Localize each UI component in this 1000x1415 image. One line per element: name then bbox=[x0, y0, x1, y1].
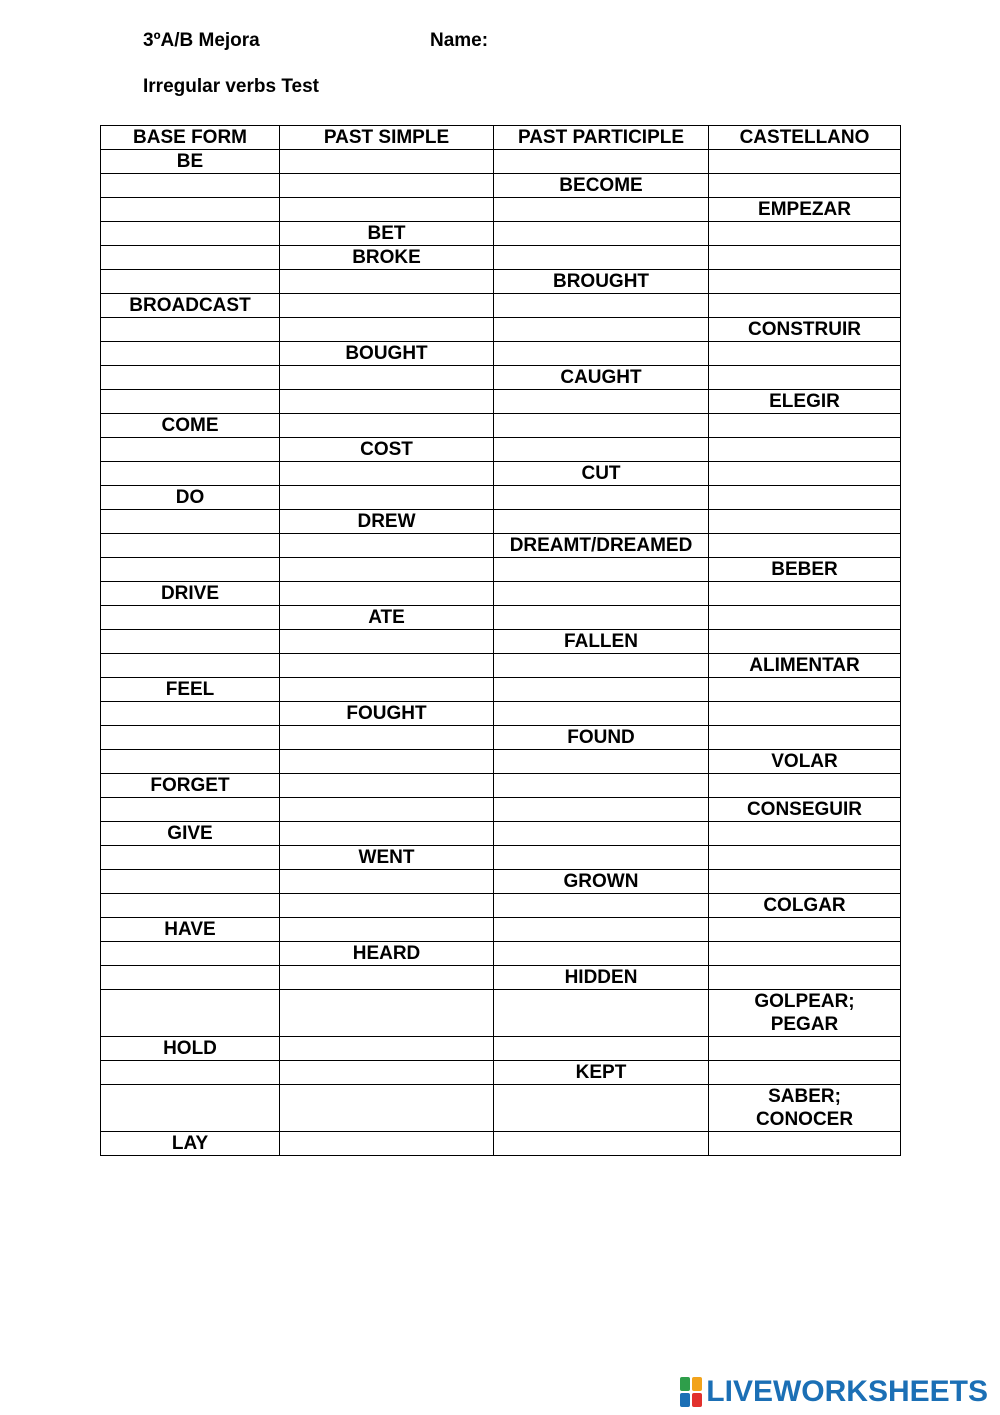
answer-cell-past-simple[interactable] bbox=[280, 774, 494, 798]
answer-cell-past-participle[interactable] bbox=[494, 414, 709, 438]
answer-cell-past-simple[interactable] bbox=[280, 558, 494, 582]
given-cell-past-participle: CUT bbox=[494, 462, 709, 486]
answer-cell-past-simple[interactable] bbox=[280, 366, 494, 390]
answer-cell-past-simple[interactable] bbox=[280, 390, 494, 414]
answer-cell-past-simple[interactable] bbox=[280, 462, 494, 486]
answer-cell-past-simple[interactable] bbox=[280, 1085, 494, 1132]
given-cell-castellano: CONSEGUIR bbox=[709, 798, 901, 822]
given-cell-past-simple: ATE bbox=[280, 606, 494, 630]
answer-cell-past-simple[interactable] bbox=[280, 534, 494, 558]
answer-cell-castellano[interactable] bbox=[709, 1132, 901, 1156]
answer-cell-past-simple[interactable] bbox=[280, 1061, 494, 1085]
answer-cell-base-form[interactable] bbox=[101, 966, 280, 990]
answer-cell-past-participle[interactable] bbox=[494, 654, 709, 678]
given-cell-past-participle: BROUGHT bbox=[494, 270, 709, 294]
answer-cell-past-simple[interactable] bbox=[280, 150, 494, 174]
answer-cell-base-form[interactable] bbox=[101, 750, 280, 774]
answer-cell-past-participle[interactable] bbox=[494, 918, 709, 942]
answer-cell-past-participle[interactable] bbox=[494, 822, 709, 846]
given-cell-castellano: ELEGIR bbox=[709, 390, 901, 414]
table-row bbox=[101, 822, 901, 846]
given-cell-past-simple: BOUGHT bbox=[280, 342, 494, 366]
answer-cell-castellano[interactable] bbox=[709, 486, 901, 510]
answer-cell-castellano[interactable] bbox=[709, 414, 901, 438]
table-row bbox=[101, 534, 901, 558]
answer-cell-base-form[interactable] bbox=[101, 630, 280, 654]
answer-cell-past-simple[interactable] bbox=[280, 798, 494, 822]
answer-cell-base-form[interactable] bbox=[101, 222, 280, 246]
answer-cell-base-form[interactable] bbox=[101, 1061, 280, 1085]
answer-cell-past-participle[interactable] bbox=[494, 846, 709, 870]
answer-cell-castellano[interactable] bbox=[709, 294, 901, 318]
table-row bbox=[101, 438, 901, 462]
answer-cell-past-participle[interactable] bbox=[494, 678, 709, 702]
answer-cell-past-simple[interactable] bbox=[280, 414, 494, 438]
given-cell-past-participle: CAUGHT bbox=[494, 366, 709, 390]
answer-cell-past-participle[interactable] bbox=[494, 750, 709, 774]
answer-cell-past-participle[interactable] bbox=[494, 198, 709, 222]
column-header-past-simple: PAST SIMPLE bbox=[280, 126, 494, 150]
table-row bbox=[101, 390, 901, 414]
answer-cell-castellano[interactable] bbox=[709, 774, 901, 798]
answer-cell-base-form[interactable] bbox=[101, 318, 280, 342]
given-cell-base-form: LAY bbox=[101, 1132, 280, 1156]
answer-cell-past-participle[interactable] bbox=[494, 894, 709, 918]
given-cell-past-simple: FOUGHT bbox=[280, 702, 494, 726]
answer-cell-base-form[interactable] bbox=[101, 702, 280, 726]
table-row bbox=[101, 174, 901, 198]
answer-cell-castellano[interactable] bbox=[709, 846, 901, 870]
table-row bbox=[101, 750, 901, 774]
answer-cell-past-participle[interactable] bbox=[494, 942, 709, 966]
answer-cell-past-participle[interactable] bbox=[494, 702, 709, 726]
table-row bbox=[101, 462, 901, 486]
test-title: Irregular verbs Test bbox=[143, 76, 320, 97]
answer-cell-castellano[interactable] bbox=[709, 270, 901, 294]
answer-cell-base-form[interactable] bbox=[101, 462, 280, 486]
answer-cell-castellano[interactable] bbox=[709, 606, 901, 630]
given-cell-castellano: CONSTRUIR bbox=[709, 318, 901, 342]
answer-cell-base-form[interactable] bbox=[101, 990, 280, 1037]
table-row bbox=[101, 510, 901, 534]
answer-cell-past-participle[interactable] bbox=[494, 390, 709, 414]
table-row bbox=[101, 414, 901, 438]
table-row bbox=[101, 246, 901, 270]
answer-cell-castellano[interactable] bbox=[709, 702, 901, 726]
answer-cell-past-simple[interactable] bbox=[280, 486, 494, 510]
answer-cell-past-participle[interactable] bbox=[494, 606, 709, 630]
answer-cell-past-simple[interactable] bbox=[280, 198, 494, 222]
table-row bbox=[101, 582, 901, 606]
given-cell-castellano: VOLAR bbox=[709, 750, 901, 774]
given-cell-base-form: GIVE bbox=[101, 822, 280, 846]
answer-cell-past-participle[interactable] bbox=[494, 342, 709, 366]
given-cell-base-form: HOLD bbox=[101, 1037, 280, 1061]
answer-cell-past-participle[interactable] bbox=[494, 990, 709, 1037]
table-row bbox=[101, 342, 901, 366]
answer-cell-past-simple[interactable] bbox=[280, 630, 494, 654]
given-cell-past-participle: FOUND bbox=[494, 726, 709, 750]
given-cell-base-form: DRIVE bbox=[101, 582, 280, 606]
answer-cell-castellano[interactable] bbox=[709, 918, 901, 942]
answer-cell-base-form[interactable] bbox=[101, 1085, 280, 1132]
answer-cell-castellano[interactable] bbox=[709, 510, 901, 534]
answer-cell-castellano[interactable] bbox=[709, 342, 901, 366]
liveworksheets-logo-text: LIVEWORKSHEETS bbox=[706, 1375, 988, 1408]
given-cell-past-simple: DREW bbox=[280, 510, 494, 534]
given-cell-past-simple: COST bbox=[280, 438, 494, 462]
given-cell-past-participle: DREAMT/DREAMED bbox=[494, 534, 709, 558]
given-cell-past-participle: FALLEN bbox=[494, 630, 709, 654]
answer-cell-castellano[interactable] bbox=[709, 870, 901, 894]
answer-cell-base-form[interactable] bbox=[101, 894, 280, 918]
answer-cell-base-form[interactable] bbox=[101, 942, 280, 966]
table-row bbox=[101, 774, 901, 798]
given-cell-past-simple: HEARD bbox=[280, 942, 494, 966]
answer-cell-castellano[interactable] bbox=[709, 630, 901, 654]
given-cell-past-participle: GROWN bbox=[494, 870, 709, 894]
answer-cell-castellano[interactable] bbox=[709, 1061, 901, 1085]
given-cell-past-participle: BECOME bbox=[494, 174, 709, 198]
answer-cell-past-simple[interactable] bbox=[280, 966, 494, 990]
answer-cell-base-form[interactable] bbox=[101, 366, 280, 390]
answer-cell-castellano[interactable] bbox=[709, 678, 901, 702]
answer-cell-past-simple[interactable] bbox=[280, 918, 494, 942]
table-row bbox=[101, 1061, 901, 1085]
table-row bbox=[101, 726, 901, 750]
answer-cell-past-simple[interactable] bbox=[280, 990, 494, 1037]
answer-cell-base-form[interactable] bbox=[101, 534, 280, 558]
answer-cell-past-simple[interactable] bbox=[280, 870, 494, 894]
answer-cell-past-simple[interactable] bbox=[280, 1037, 494, 1061]
given-cell-past-participle: HIDDEN bbox=[494, 966, 709, 990]
given-cell-base-form: DO bbox=[101, 486, 280, 510]
liveworksheets-logo bbox=[680, 1375, 988, 1409]
answer-cell-castellano[interactable] bbox=[709, 222, 901, 246]
answer-cell-past-participle[interactable] bbox=[494, 1085, 709, 1132]
table-row bbox=[101, 558, 901, 582]
answer-cell-castellano[interactable] bbox=[709, 438, 901, 462]
table-row bbox=[101, 966, 901, 990]
table-row bbox=[101, 150, 901, 174]
table-row bbox=[101, 1085, 901, 1132]
answer-cell-castellano[interactable] bbox=[709, 942, 901, 966]
table-row bbox=[101, 366, 901, 390]
given-cell-base-form: BE bbox=[101, 150, 280, 174]
table-row bbox=[101, 846, 901, 870]
given-cell-castellano: COLGAR bbox=[709, 894, 901, 918]
answer-cell-base-form[interactable] bbox=[101, 510, 280, 534]
answer-cell-past-simple[interactable] bbox=[280, 582, 494, 606]
given-cell-past-simple: BET bbox=[280, 222, 494, 246]
answer-cell-base-form[interactable] bbox=[101, 726, 280, 750]
answer-cell-past-participle[interactable] bbox=[494, 222, 709, 246]
table-row bbox=[101, 870, 901, 894]
answer-cell-past-simple[interactable] bbox=[280, 678, 494, 702]
class-label: 3ºA/B Mejora bbox=[143, 30, 260, 51]
irregular-verbs-table bbox=[100, 125, 901, 1156]
table-row bbox=[101, 798, 901, 822]
table-row bbox=[101, 270, 901, 294]
answer-cell-past-participle[interactable] bbox=[494, 486, 709, 510]
table-row bbox=[101, 654, 901, 678]
answer-cell-base-form[interactable] bbox=[101, 390, 280, 414]
given-cell-past-simple: WENT bbox=[280, 846, 494, 870]
answer-cell-base-form[interactable] bbox=[101, 846, 280, 870]
answer-cell-past-participle[interactable] bbox=[494, 150, 709, 174]
answer-cell-past-participle[interactable] bbox=[494, 774, 709, 798]
answer-cell-base-form[interactable] bbox=[101, 798, 280, 822]
table-row bbox=[101, 294, 901, 318]
column-header-past-participle: PAST PARTICIPLE bbox=[494, 126, 709, 150]
given-cell-castellano: GOLPEAR; PEGAR bbox=[709, 990, 901, 1037]
answer-cell-past-participle[interactable] bbox=[494, 294, 709, 318]
answer-cell-past-participle[interactable] bbox=[494, 318, 709, 342]
liveworksheets-logo-icon bbox=[680, 1377, 702, 1407]
table-body bbox=[101, 150, 901, 1156]
column-header-castellano: CASTELLANO bbox=[709, 126, 901, 150]
table-row bbox=[101, 318, 901, 342]
answer-cell-past-participle[interactable] bbox=[494, 558, 709, 582]
answer-cell-castellano[interactable] bbox=[709, 462, 901, 486]
answer-cell-past-simple[interactable] bbox=[280, 822, 494, 846]
answer-cell-past-simple[interactable] bbox=[280, 654, 494, 678]
answer-cell-base-form[interactable] bbox=[101, 246, 280, 270]
answer-cell-castellano[interactable] bbox=[709, 582, 901, 606]
table-row bbox=[101, 990, 901, 1037]
answer-cell-castellano[interactable] bbox=[709, 366, 901, 390]
answer-cell-castellano[interactable] bbox=[709, 534, 901, 558]
answer-cell-past-participle[interactable] bbox=[494, 1037, 709, 1061]
table-row bbox=[101, 702, 901, 726]
answer-cell-past-participle[interactable] bbox=[494, 798, 709, 822]
answer-cell-past-simple[interactable] bbox=[280, 1132, 494, 1156]
given-cell-base-form: HAVE bbox=[101, 918, 280, 942]
answer-cell-castellano[interactable] bbox=[709, 726, 901, 750]
answer-cell-past-simple[interactable] bbox=[280, 894, 494, 918]
answer-cell-castellano[interactable] bbox=[709, 822, 901, 846]
answer-cell-base-form[interactable] bbox=[101, 198, 280, 222]
given-cell-base-form: COME bbox=[101, 414, 280, 438]
given-cell-castellano: SABER; CONOCER bbox=[709, 1085, 901, 1132]
table-row bbox=[101, 630, 901, 654]
given-cell-castellano: BEBER bbox=[709, 558, 901, 582]
answer-cell-castellano[interactable] bbox=[709, 174, 901, 198]
given-cell-past-simple: BROKE bbox=[280, 246, 494, 270]
answer-cell-base-form[interactable] bbox=[101, 606, 280, 630]
answer-cell-castellano[interactable] bbox=[709, 1037, 901, 1061]
answer-cell-castellano[interactable] bbox=[709, 966, 901, 990]
given-cell-past-participle: KEPT bbox=[494, 1061, 709, 1085]
answer-cell-base-form[interactable] bbox=[101, 342, 280, 366]
answer-cell-past-simple[interactable] bbox=[280, 294, 494, 318]
given-cell-base-form: FEEL bbox=[101, 678, 280, 702]
answer-cell-base-form[interactable] bbox=[101, 438, 280, 462]
answer-cell-past-participle[interactable] bbox=[494, 246, 709, 270]
column-header-base-form: BASE FORM bbox=[101, 126, 280, 150]
given-cell-castellano: EMPEZAR bbox=[709, 198, 901, 222]
table-row bbox=[101, 198, 901, 222]
given-cell-castellano: ALIMENTAR bbox=[709, 654, 901, 678]
table-row bbox=[101, 942, 901, 966]
table-row bbox=[101, 918, 901, 942]
answer-cell-castellano[interactable] bbox=[709, 150, 901, 174]
answer-cell-base-form[interactable] bbox=[101, 174, 280, 198]
answer-cell-base-form[interactable] bbox=[101, 270, 280, 294]
table-row bbox=[101, 1132, 901, 1156]
given-cell-base-form: FORGET bbox=[101, 774, 280, 798]
answer-cell-base-form[interactable] bbox=[101, 870, 280, 894]
answer-cell-base-form[interactable] bbox=[101, 654, 280, 678]
answer-cell-past-simple[interactable] bbox=[280, 270, 494, 294]
table-row bbox=[101, 222, 901, 246]
table-row bbox=[101, 1037, 901, 1061]
answer-cell-past-participle[interactable] bbox=[494, 1132, 709, 1156]
answer-cell-past-simple[interactable] bbox=[280, 750, 494, 774]
table-row bbox=[101, 606, 901, 630]
answer-cell-castellano[interactable] bbox=[709, 246, 901, 270]
table-row bbox=[101, 678, 901, 702]
table-header-row bbox=[101, 126, 901, 150]
name-label: Name: bbox=[430, 30, 489, 51]
answer-cell-past-simple[interactable] bbox=[280, 726, 494, 750]
answer-cell-base-form[interactable] bbox=[101, 558, 280, 582]
answer-cell-past-participle[interactable] bbox=[494, 510, 709, 534]
given-cell-base-form: BROADCAST bbox=[101, 294, 280, 318]
answer-cell-past-simple[interactable] bbox=[280, 318, 494, 342]
table-row bbox=[101, 894, 901, 918]
table-row bbox=[101, 486, 901, 510]
answer-cell-past-participle[interactable] bbox=[494, 438, 709, 462]
answer-cell-past-simple[interactable] bbox=[280, 174, 494, 198]
answer-cell-past-participle[interactable] bbox=[494, 582, 709, 606]
